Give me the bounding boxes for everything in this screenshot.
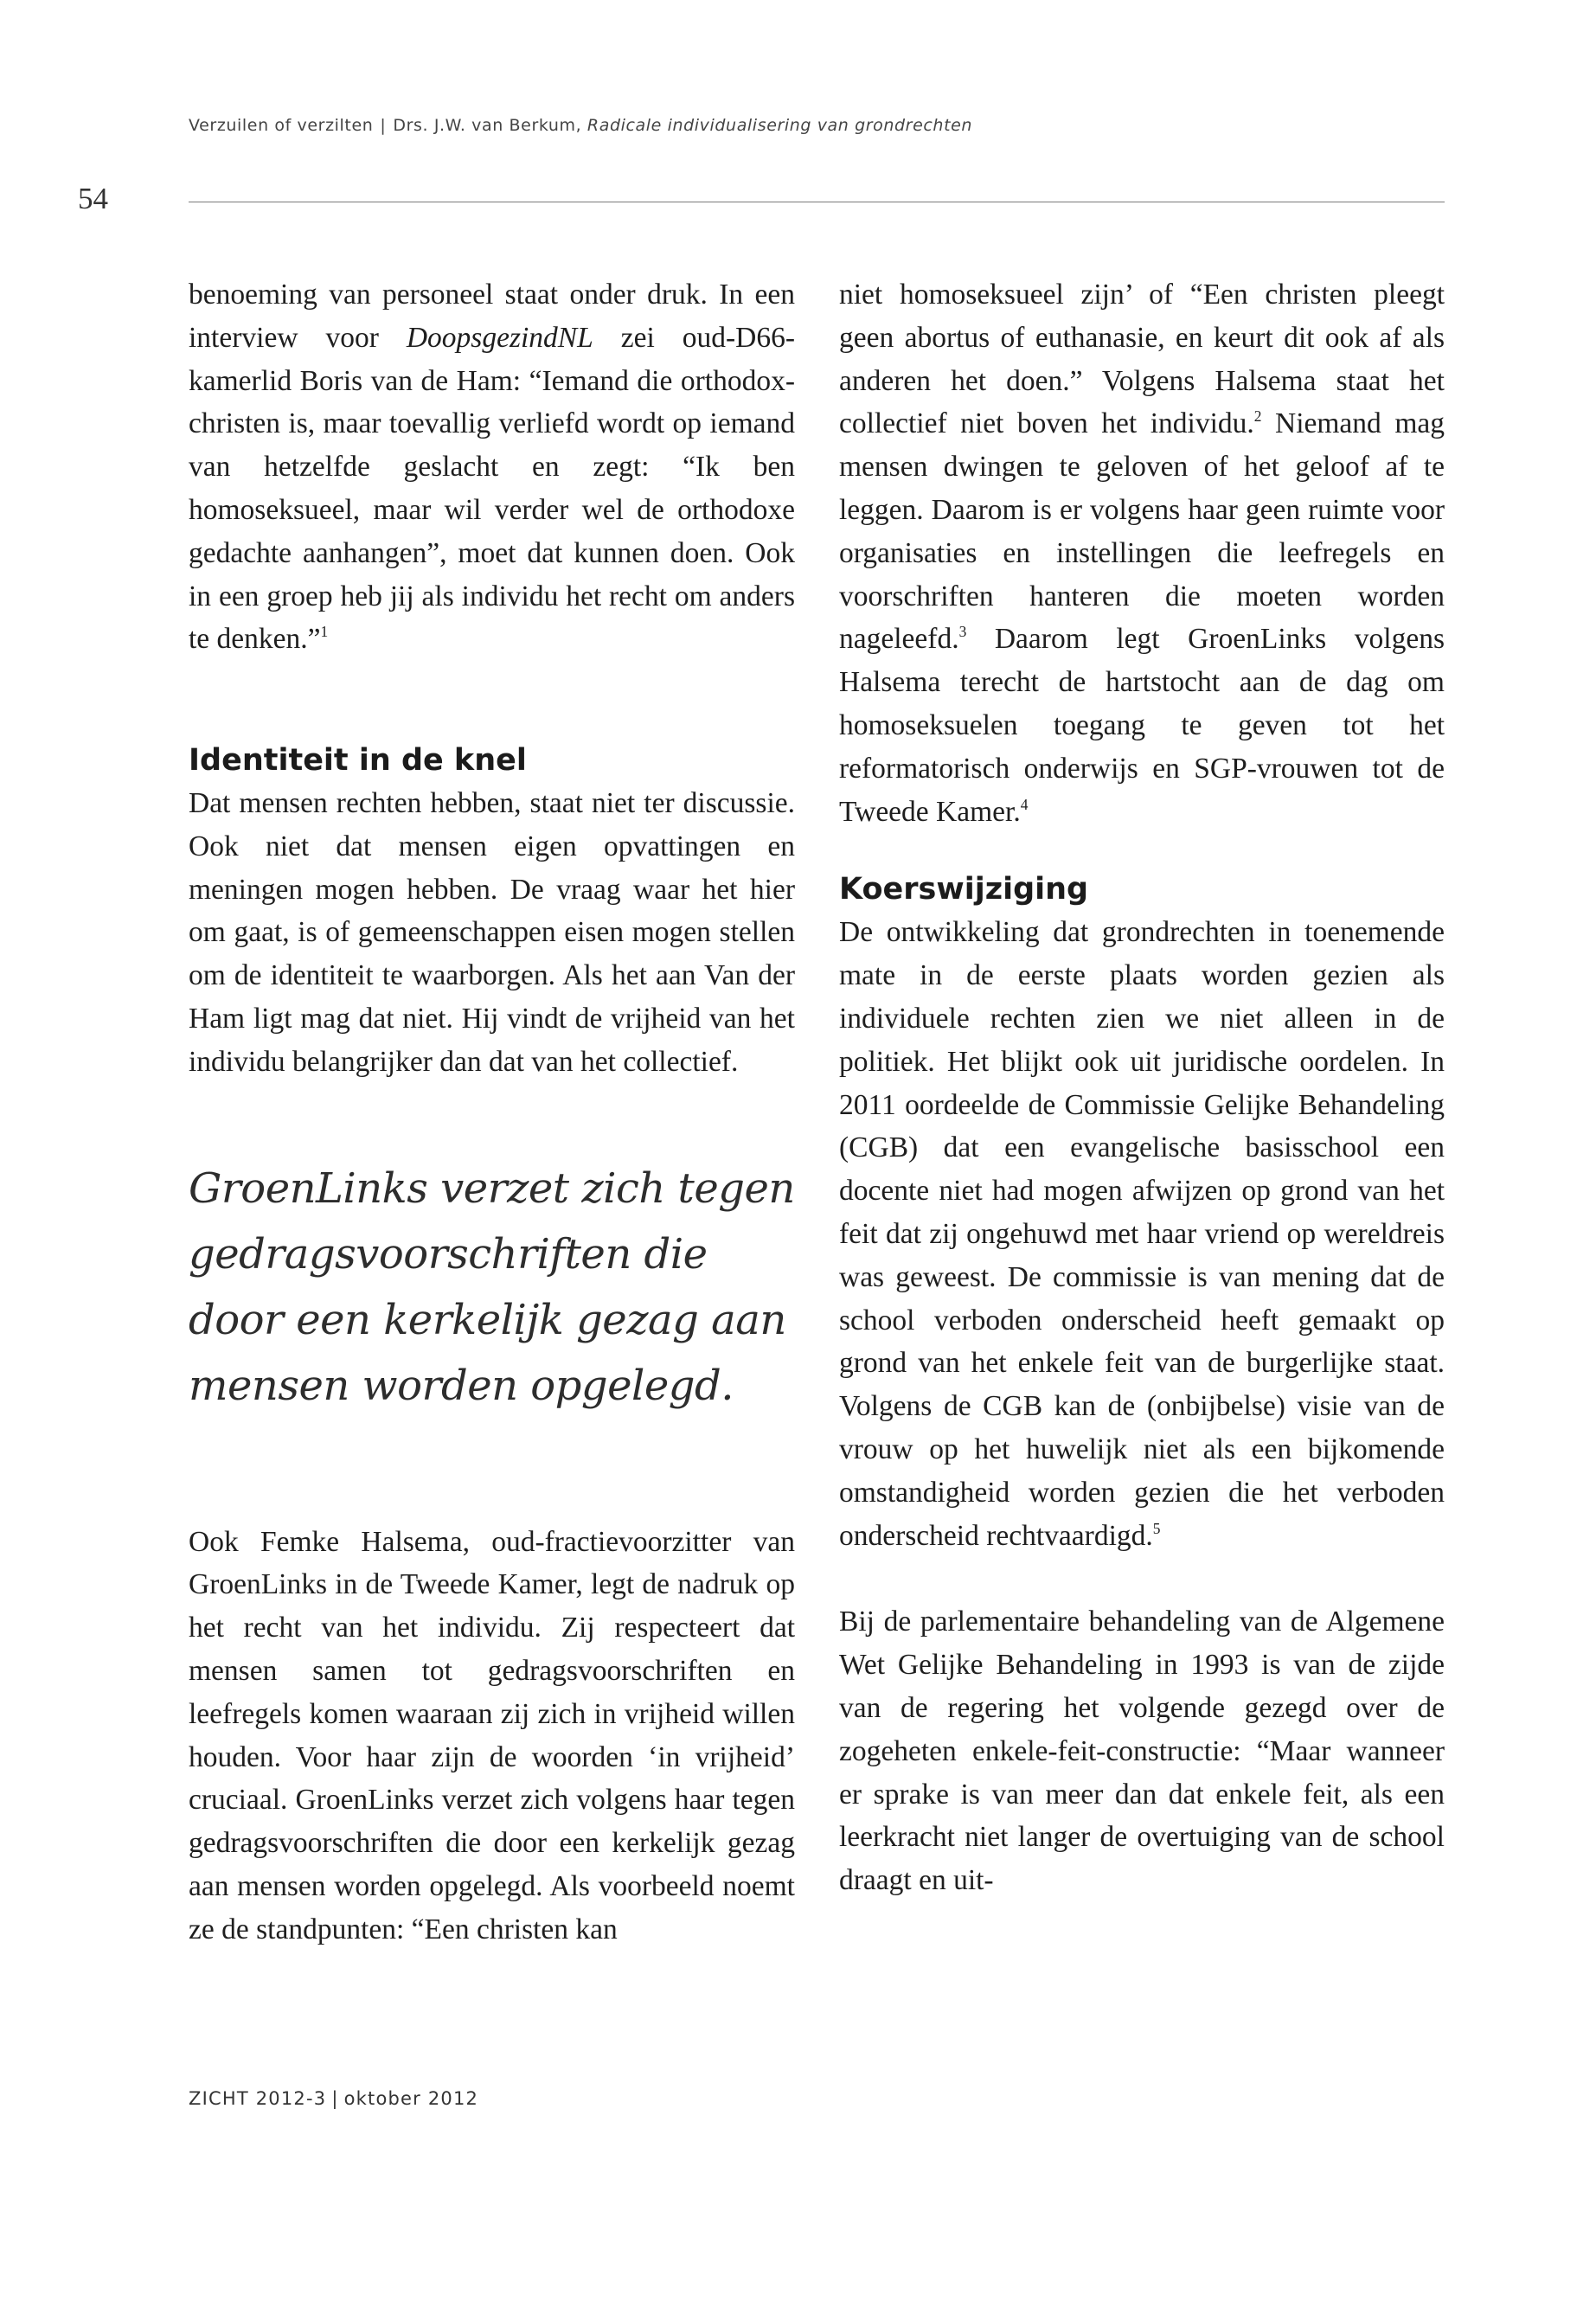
right-paragraph-1 — [839, 273, 1445, 833]
page-footer — [189, 2088, 478, 2109]
footnote-ref-4: 4 — [1020, 795, 1029, 813]
left-paragraph-1 — [189, 273, 795, 704]
section-heading-identiteit: Identiteit in de knel — [189, 743, 527, 778]
right-p1-text-b: Niemand mag mensen dwingen te geloven of het geloof af te leggen. Daarom is er volgens haar geen ruimte voor organisaties en instellingen die leefregels en voorschriften hanteren die moeten worden nageleefd. — [839, 407, 1445, 656]
footnote-ref-1: 1 — [320, 623, 329, 641]
footer-date: oktober 2012 — [343, 2088, 479, 2109]
right-paragraph-2 — [839, 911, 1445, 1557]
right-column — [839, 273, 1445, 1902]
left-column — [189, 273, 795, 1952]
footnote-ref-2: 2 — [1253, 407, 1262, 426]
left-p1-text-a: benoeming van personeel staat onder druk. In een interview voor — [189, 279, 795, 354]
left-paragraph-3: Ook Femke Halsema, oud-fractievoorzitter van GroenLinks in de Tweede Kamer, legt de nadruk op het recht van het individu. Zij respecteert dat mensen samen tot gedragsvoorschriften en leefregels komen waaraan zij zich in vrijheid willen houden. Voor haar zijn de woorden ‘in vrijheid’ cruciaal. GroenLinks verzet zich volgens haar tegen gedragsvoorschriften die door een kerkelijk gezag aan mensen worden opgelegd. Als voorbeeld noemt ze de standpunten: “Een christen kan — [189, 1525, 795, 1945]
section-heading-koerswijziging: Koerswijziging — [839, 872, 1089, 907]
footer-separator: | — [331, 2088, 339, 2109]
footer-journal: ZICHT 2012-3 — [189, 2088, 327, 2109]
footnote-ref-5: 5 — [1152, 1519, 1161, 1537]
left-p1-text-b: zei oud-D66-kamerlid Boris van de Ham: “Iemand die orthodox-christen is, maar toevallig verliefd wordt op iemand van hetzelfde geslacht en zegt: “Ik ben homoseksueel, maar wil verder wel de orthodoxe gedachte aanhangen”, moet dat kunnen doen. Ook in een groep heb jij als individu het recht om anders te denken.” — [189, 321, 795, 656]
header-author: Drs. J.W. van Berkum, — [393, 116, 582, 135]
pull-quote: GroenLinks verzet zich tegen gedragsvoorschriften die door een kerkelijk gezag aan mensen worden opgelegd. — [189, 1163, 795, 1410]
footnote-ref-3: 3 — [958, 623, 967, 641]
right-paragraph-3: Bij de parlementaire behandeling van de Algemene Wet Gelijke Behandeling in 1993 is van de zijde van de regering het volgende gezegd over de zogeheten enkele-feit-constructie: “Maar wanneer er sprake is van meer dan dat enkele feit, als een leerkracht niet langer de overtuiging van de school draagt en uit- — [839, 1606, 1445, 1897]
right-p1-text-c: Daarom legt GroenLinks volgens Halsema terecht de hartstocht aan de dag om homoseksuelen toegang te geven tot het reformatorisch onderwijs en SGP-vrouwen tot de Tweede Kamer. — [839, 623, 1445, 828]
header-article-title: Radicale individualisering van grondrechten — [586, 116, 973, 135]
running-header — [189, 116, 972, 135]
right-p1-text-a: niet homoseksueel zijn’ of “Een christen pleegt geen abortus of euthanasie, en keurt dit ook af als anderen het doen.” Volgens Halsema staat het collectief niet boven het individu. — [839, 279, 1445, 440]
page-number: 54 — [78, 182, 108, 215]
right-p2-text: De ontwikkeling dat grondrechten in toenemende mate in de eerste plaats worden gezien als individuele rechten zien we niet alleen in de politiek. Het blijkt ook uit juridische oordelen. In 2011 oordeelde de Commissie Gelijke Behandeling (CGB) dat een evangelische basisschool een docente niet had mogen afwijzen op grond van het feit dat zij ongehuwd met haar vriend op wereldreis was geweest. De commissie is van mening dat de school verboden onderscheid heeft gemaakt op grond van het enkele feit van de burgerlijke staat. Volgens de CGB kan de (onbijbelse) visie van de vrouw op het huwelijk niet als een bijkomende omstandigheid worden gezien die het verboden onderscheid rechtvaardigd. — [839, 916, 1445, 1552]
source-doopsgezindnl: DoopsgezindNL — [406, 321, 593, 354]
header-separator: | — [380, 116, 387, 135]
left-paragraph-2: Dat mensen rechten hebben, staat niet ter discussie. Ook niet dat mensen eigen opvattingen en meningen mogen hebben. De vraag waar het hier om gaat, is of gemeenschappen eisen mogen stellen om de identiteit te waarborgen. Als het aan Van der Ham ligt mag dat niet. Hij vindt de vrijheid van het individu belangrijker dan dat van het collectief. — [189, 787, 795, 1078]
header-series: Verzuilen of verzilten — [189, 116, 374, 135]
